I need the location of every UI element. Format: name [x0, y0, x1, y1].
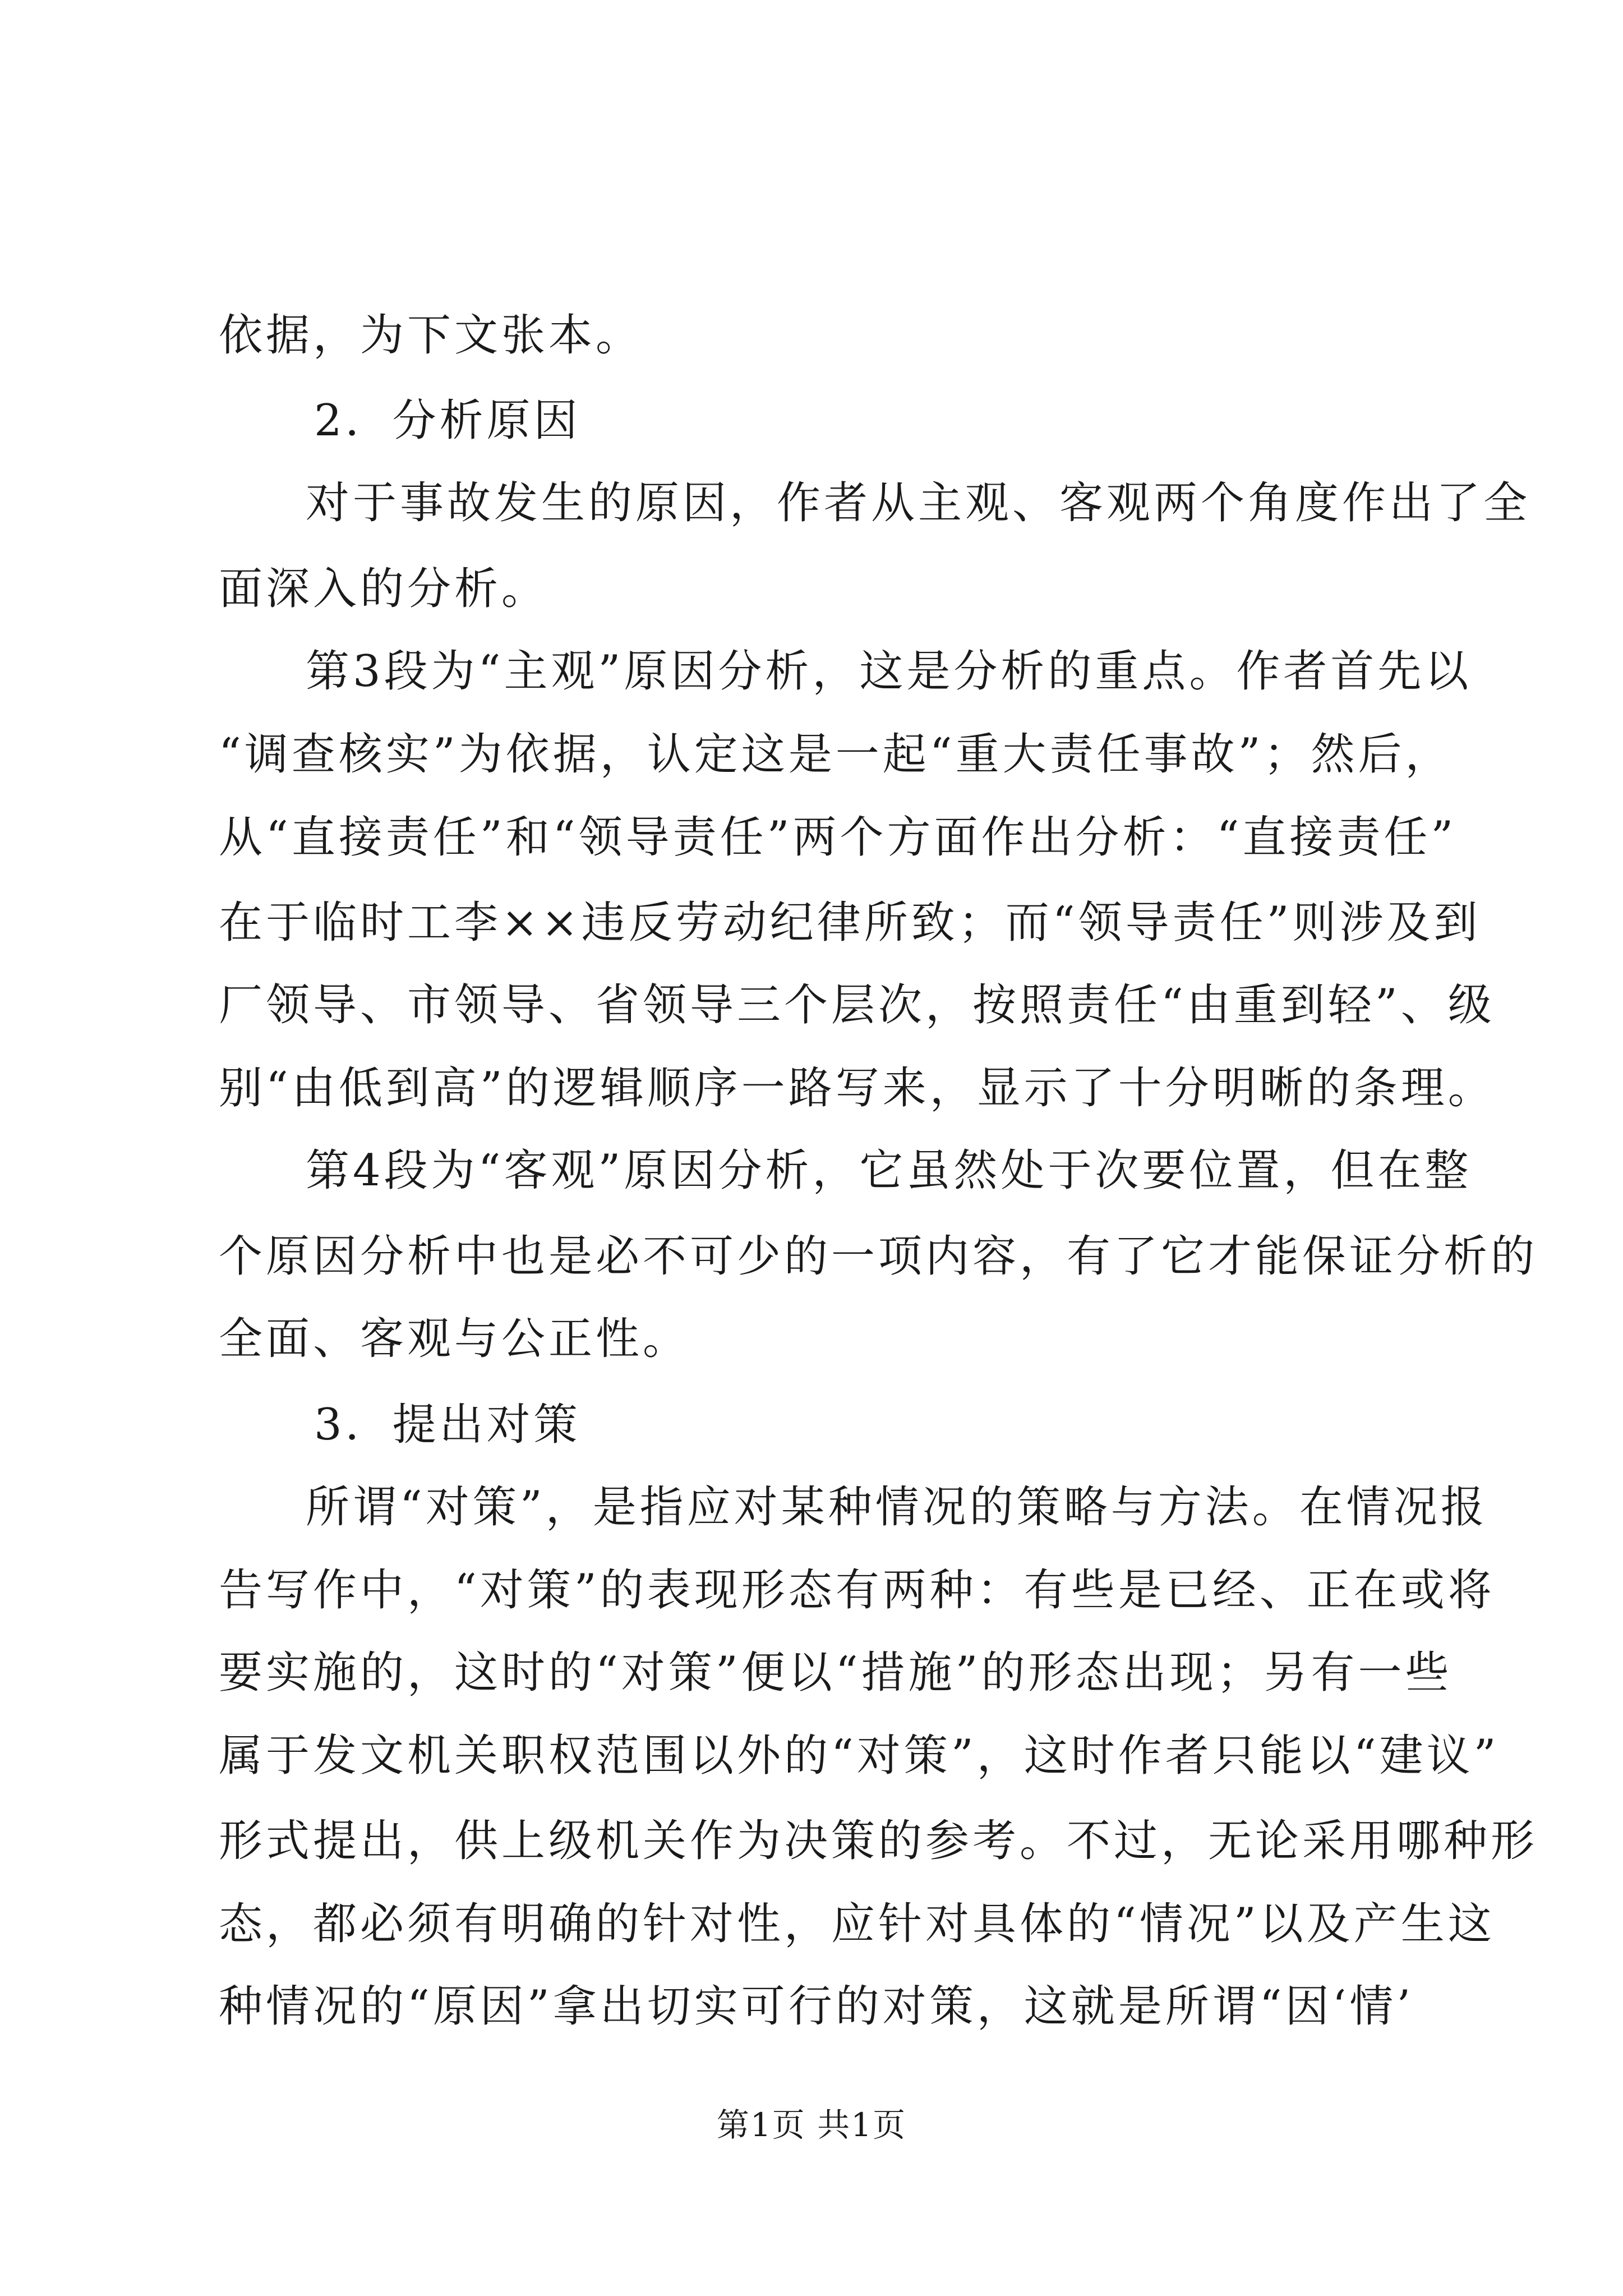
paragraph-line: 种情况的“原因”拿出切实可行的对策，这就是所谓“因‘情’ — [219, 1981, 1414, 2032]
page-footer: 第1页 共1页 — [716, 2106, 907, 2144]
paragraph-line: 态，都必须有明确的针对性，应针对具体的“情况”以及产生这 — [219, 1899, 1495, 1949]
paragraph-line: 形式提出，供上级机关作为决策的参考。不过，无论采用哪种形 — [219, 1816, 1538, 1866]
paragraph-line: 第4段为“客观”原因分析，它虽然处于次要位置，但在整 — [306, 1145, 1472, 1196]
paragraph-line: 属于发文机关职权范围以外的“对策”，这时作者只能以“建议” — [219, 1731, 1500, 1781]
paragraph-line: 厂领导、市领导、省领导三个层次，按照责任“由重到轻”、级 — [219, 980, 1495, 1030]
paragraph-line: 全面、客观与公正性。 — [219, 1314, 690, 1364]
paragraph-line: 从“直接责任”和“领导责任”两个方面作出分析：“直接责任” — [219, 812, 1457, 863]
paragraph-line: 所谓“对策”，是指应对某种情况的策略与方法。在情况报 — [306, 1482, 1488, 1533]
paragraph-line: 依据，为下文张本。 — [219, 310, 643, 361]
paragraph-line: 个原因分析中也是必不可少的一项内容，有了它才能保证分析的 — [219, 1231, 1538, 1282]
paragraph-line: 在于临时工李××违反劳动纪律所致；而“领导责任”则涉及到 — [219, 898, 1481, 948]
paragraph-line: 告写作中，“对策”的表现形态有两种：有些是已经、正在或将 — [219, 1565, 1495, 1616]
paragraph-line: 对于事故发生的原因，作者从主观、客观两个角度作出了全 — [306, 478, 1531, 528]
paragraph-line: 面深入的分析。 — [219, 564, 549, 614]
paragraph-line: 要实施的，这时的“对策”便以“措施”的形态出现；另有一些 — [219, 1648, 1453, 1698]
paragraph-line: 别“由低到高”的逻辑顺序一路写来，显示了十分明晰的条理。 — [219, 1063, 1495, 1114]
section-heading: 3．提出对策 — [314, 1400, 581, 1450]
section-heading: 2．分析原因 — [314, 395, 581, 446]
paragraph-line: “调查核实”为依据，认定这是一起“重大责任事故”；然后， — [219, 729, 1453, 780]
paragraph-line: 第3段为“主观”原因分析，这是分析的重点。作者首先以 — [306, 646, 1472, 697]
